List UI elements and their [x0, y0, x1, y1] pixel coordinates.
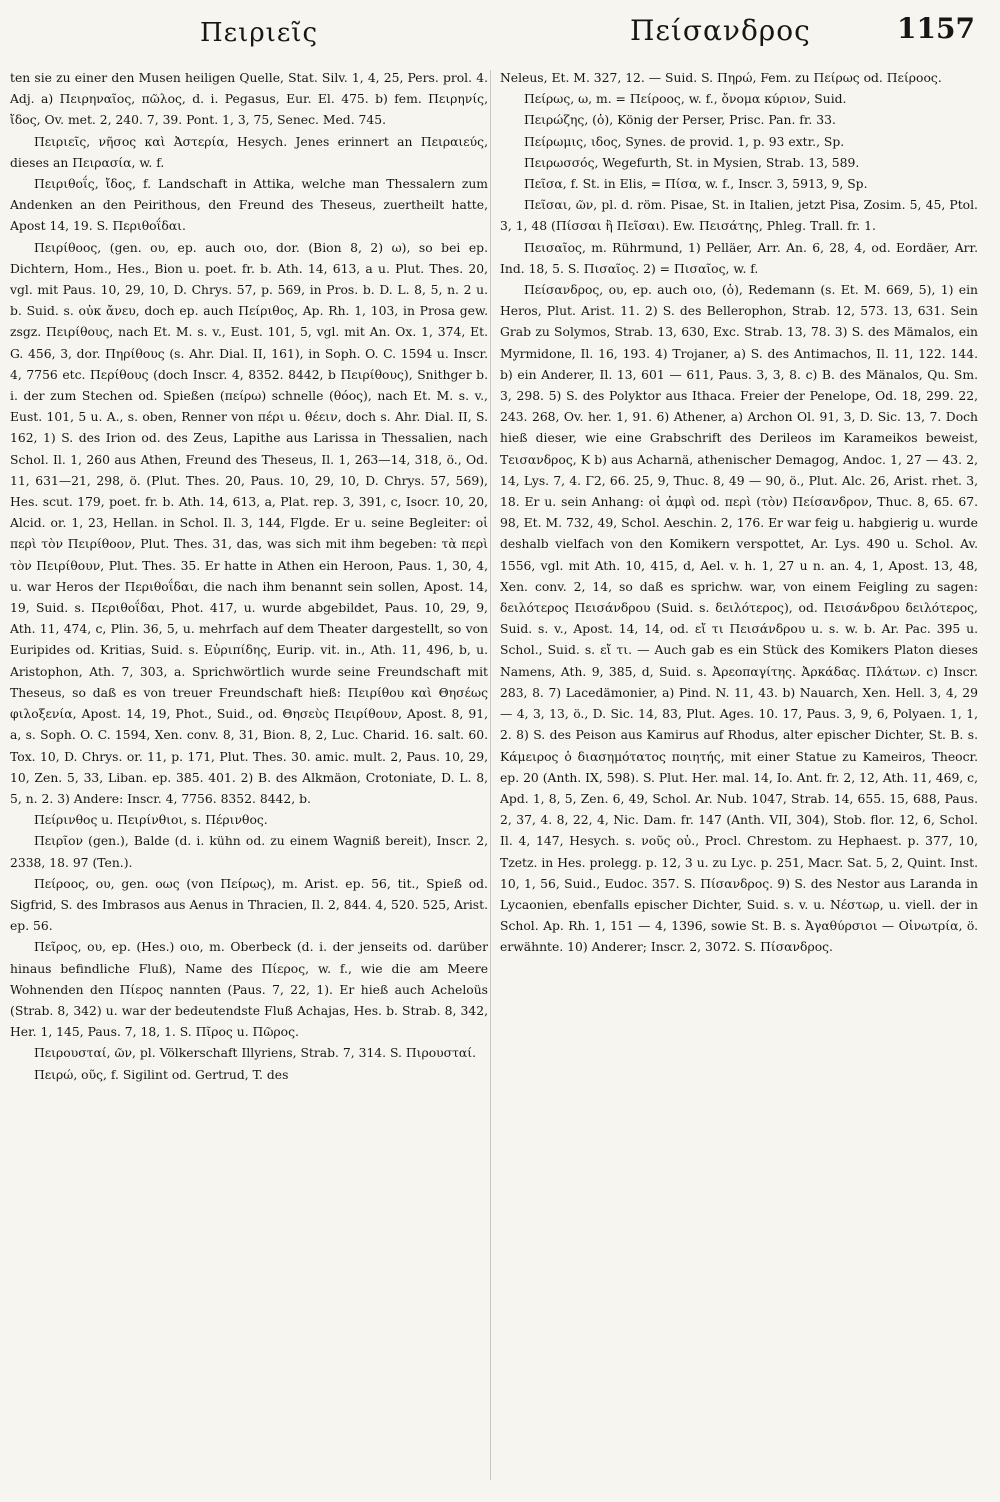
column-divider — [490, 70, 491, 1480]
dictionary-entry: Neleus, Et. M. 327, 12. — Suid. S. Πηρώ, Fem. zu Πείρως od. Πείροος. — [500, 71, 942, 85]
dictionary-entry: Πειρῖον (gen.), Balde (d. i. kühn od. zu einem Wagniß bereit), Inscr. 2, 2338, 18. 97 (Ten.). — [10, 834, 488, 870]
dictionary-entry: Πειριθοΐς, ἴδος, f. Landschaft in Attika, welche man Thessalern zum Andenken an den Peirithous, den Freund des Theseus, zuertheilt hatte, Apost 14, 19. S. Περιθοΐδαι. — [10, 177, 488, 234]
dictionary-entry: ten sie zu einer den Musen heiligen Quelle, Stat. Silv. 1, 4, 25, Pers. prol. 4. Adj. a) Πειρηναῖος, πῶλος, d. i. Pegasus, Eur. El. 475. b) fem. Πειρηνίς, ἴδος, Ov. met. 2, 240. 7, 39. Pont. 1, 3, 75, Senec. Med. 745. — [10, 71, 488, 128]
dictionary-entry: Πεισαῖος, m. Rührmund, 1) Pelläer, Arr. An. 6, 28, 4, od. Eordäer, Arr. Ind. 18, 5. S. Πισαῖος. 2) = Πισαῖος, w. f. — [500, 240, 978, 276]
dictionary-entry: Πεῖρος, ου, ep. (Hes.) οιο, m. Oberbeck (d. i. der jenseits od. darüber hinaus befindliche Fluß), Name des Πίερος, w. f., wie die am Meere Wohnenden den Πίερος nannten (Paus. 7, 22, 1). Er hieß auch Acheloüs (Strab. 8, 342) u. war der bedeutendste Fluß Achajas, Hes. b. Strab. 8, 342, Her. 1, 145, Paus. 7, 18, 1. S. Πῖρος u. Πῶρος. — [10, 940, 488, 1040]
guide-word-left: Πειριεῖς — [200, 18, 319, 48]
dictionary-entry: Πείροος, ου, gen. οως (von Πείρως), m. Arist. ep. 56, tit., Spieß od. Sigfrid, S. des Imbrasos aus Aenus in Thracien, Il. 2, 844. 4, 520. 525, Arist. ep. 56. — [10, 876, 488, 934]
dictionary-entry: Πειρίθοος, (gen. ου, ep. auch οιο, dor. (Bion 8, 2) ω), so bei ep. Dichtern, Hom., Hes., Bion u. poet. fr. b. Ath. 14, 613, a u. Plut. Thes. 20, vgl. mit Paus. 10, 29, 10, D. Chrys. 57, p. 569, in Pros. b. D. L. 8, 5, n. 2 u. b. Suid. s. οὐκ ἄνευ, doch ep. auch Πείριθος, Ap. Rh. 1, 103, in Prosa gew. zsgz. Πειρίθους, nach Et. M. s. v., Eust. 101, 5, vgl. mit An. Ox. 1, 374, Et. G. 456, 3, dor. Πηρίθους (s. Ahr. Dial. II, 161), in Soph. O. C. 1594 u. Inscr. 4, 7756 etc. Περίθους (doch Inscr. 4, 8352. 8442, b Πειρίθους), Snithger b. i. der zum Stechen od. Spießen (πείρω) schnelle (θόος), nach Et. M. s. v., Eust. 101, 5 u. A., s. oben, Renner von πέρι u. θέειν, doch s. Ahr. Dial. II, S. 162, 1) S. des Irion od. des Zeus, Lapithe aus Larissa in Thessalien, nach Schol. Il. 1, 260 aus Athen, Freund des Theseus, Il. 1, 263—14, 318, ö., Od. 11, 631—21, 298, ö. (Plut. Thes. 20, Paus. 10, 29, 10, D. Chrys. 57, 569), Hes. scut. 179, poet. fr. b. Ath. 14, 613, a, Plat. rep. 3, 391, c, Isocr. 10, 20, Alcid. or. 1, 23, Hellan. in Schol. Il. 3, 144, Flgde. Er u. seine Begleiter: οἱ περὶ τὸν Πειρίθοον, Plut. Thes. 31, das, was sich mit ihm begeben: τὰ περὶ τὸν Πειρίθουν, Plut. Thes. 35. Er hatte in Athen ein Heroon, Paus. 1, 30, 4, u. war Heros der Περιθοΐδαι, die nach ihm benannt sein sollen, Apost. 14, 19, Suid. s. Περιθοΐδαι, Phot. 417, u. wurde abgebildet, Paus. 10, 29, 9, Ath. 11, 474, c, Plin. 36, 5, u. mehrfach auf dem Theater dargestellt, so von Euripides od. Kritias, Suid. s. Εὐριπίδης, Eurip. vit. in., Ath. 11, 496, b, u. Aristophon, Ath. 7, 303, a. Sprichwörtlich wurde seine Freundschaft mit Theseus, so daß es von treuer Freundschaft hieß: Πειρίθου καὶ Θησέως φιλοξενία, Apost. 14, 19, Phot., Suid., od. Θησεὺς Πειρίθουν, Apost. 8, 91, a, s. Soph. O. C. 1594, Xen. conv. 8, 31, Bion. 8, 2, Luc. Charid. 16. salt. 60. Tox. 10, D. Chrys. or. 11, p. 171, Plut. Thes. 30. amic. mult. 2, Paus. 10, 29, 10, Zen. 5, 33, Liban. ep. 385. 401. 2) B. des Alkmäon, Crotoniate, D. L. 8, 5, n. 2. 3) Andere: Inscr. 4, 7756. 8352. 8442, b. — [10, 240, 488, 806]
left-column — [10, 68, 488, 1488]
dictionary-entry: Πειρώ, οῦς, f. Sigilint od. Gertrud, T. des — [34, 1067, 289, 1082]
dictionary-entry: Πειριεῖς, νῆσος καὶ Ἀστερία, Hesych. Jenes erinnert an Πειραιεύς, dieses an Πειρασία, w. f. — [10, 134, 488, 170]
right-column — [500, 68, 978, 1488]
guide-word-right: Πείσανδρος — [630, 14, 811, 47]
dictionary-entry: Πείρωμις, ιδος, Synes. de provid. 1, p. 93 extr., Sp. — [524, 134, 845, 149]
dictionary-entry: Πείσανδρος, ου, ep. auch οιο, (ὁ), Redemann (s. Et. M. 669, 5), 1) ein Heros, Plut. Arist. 11. 2) S. des Bellerophon, Strab. 12, 573. 13, 631. Sein Grab zu Solymos, Strab. 13, 630, Exc. Strab. 13, 78. 3) S. des Mämalos, ein Myrmidone, Il. 16, 193. 4) Trojaner, a) S. des Antimachos, Il. 11, 122. 144. b) ein Anderer, Il. 13, 601 — 611, Paus. 3, 3, 8. c) B. des Mänalos, Qu. Sm. 3, 298. 5) S. des Polyktor aus Ithaca. Freier der Penelope, Od. 18, 299. 22, 243. 268, Ov. her. 1, 91. 6) Athener, a) Archon Ol. 91, 3, D. Sic. 13, 7. Doch hieß dieser, wie eine Grabschrift des Derileos im Karameikos beweist, Τεισανδρος, K b) aus Acharnä, athenischer Demagog, Andoc. 1, 27 — 43. 2, 14, Lys. 7, 4. Γ2, 66. 25, 9, Thuc. 8, 49 — 90, ö., Plut. Alc. 26, Arist. rhet. 3, 18. Er u. sein Anhang: οἱ ἀμφὶ od. περὶ (τὸν) Πείσανδρον, Thuc. 8, 65. 67. 98, Et. M. 732, 49, Schol. Aeschin. 2, 176. Er war feig u. habgierig u. wurde deshalb vielfach von den Komikern verspottet, Ar. Lys. 490 u. Schol. Av. 1556, vgl. mit Ath. 10, 415, d, Ael. v. h. 1, 27 u n. an. 4, 1, Apost. 13, 48, Xen. conv. 2, 14, so daß es sprichw. war, von einem Feigling zu sagen: δειλότερος Πεισάνδρου (Suid. s. δειλότερος), od. Πεισάνδρου δειλότερος, Suid. s. v., Apost. 14, 14, od. εἴ τι Πεισάνδρου u. s. w. b. Ar. Pac. 395 u. Schol., Suid. s. εἴ τι. — Auch gab es ein Stück des Komikers Platon dieses Namens, Ath. 9, 385, d, Suid. s. Ἀρεοπαγίτης. Ἀρκάδας. Πλάτων. c) Inscr. 283, 8. 7) Lacedämonier, a) Pind. N. 11, 43. b) Nauarch, Xen. Hell. 3, 4, 29 — 4, 3, 13, ö., D. Sic. 14, 83, Plut. Ages. 10. 17, Paus. 3, 9, 6, Polyaen. 1, 1, 2. 8) S. des Peison aus Kamirus auf Rhodus, alter epischer Dichter, St. B. s. Κάμειρος ὁ διασημότατος ποιητής, mit einer Statue zu Kameiros, Theocr. ep. 20 (Anth. IX, 598). S. Plut. Her. mal. 14, Io. Ant. fr. 2, 12, Ath. 11, 469, c, Apd. 1, 8, 5, Zen. 6, 49, Schol. Ar. Nub. 1047, Strab. 14, 655. 15, 688, Paus. 2, 37, 4. 8, 22, 4, Nic. Dam. fr. 147 (Anth. VII, 304), Stob. flor. 12, 6, Schol. Il. 4, 147, Hesych. s. νοῦς οὐ., Procl. Chrestom. zu Hephaest. p. 377, 10, Tzetz. in Hes. prolegg. p. 12, 3 u. zu Lyc. p. 251, Macr. Sat. 5, 2, Quint. Inst. 10, 1, 56, Suid., Eudoc. 357. S. Πίσανδρος. 9) S. des Nestor aus Laranda in Lycaonien, ebenfalls epischer Dichter, Suid. s. v. u. Νέστωρ, u. viell. der in Schol. Ap. Rh. 1, 151 — 4, 1396, sowie St. B. s. Ἀγαθύρσιοι — Οἰνωτρία, ö. erwähnte. 10) Anderer; Inscr. 2, 3072. S. Πίσανδρος. — [500, 283, 978, 955]
dictionary-entry: Πειρωσσός, Wegefurth, St. in Mysien, Strab. 13, 589. — [524, 155, 860, 170]
dictionary-entry: Πείρως, ω, m. = Πείροος, w. f., ὄνομα κύριον, Suid. — [524, 92, 847, 107]
dictionary-entry: Πεῖσαι, ῶν, pl. d. röm. Pisae, St. in Italien, jetzt Pisa, Zosim. 5, 45, Ptol. 3, 1, 48 (Πίσσαι ἢ Πεῖσαι). Ew. Πεισάτης, Phleg. Trall. fr. 1. — [500, 198, 978, 234]
dictionary-entry: Πεῖσα, f. St. in Elis, = Πίσα, w. f., Inscr. 3, 5913, 9, Sp. — [524, 177, 868, 192]
dictionary-entry: Πειρουσταί, ῶν, pl. Völkerschaft Illyriens, Strab. 7, 314. S. Πιρουσταί. — [34, 1046, 477, 1061]
page-number: 1157 — [897, 12, 975, 45]
running-head — [0, 6, 1000, 58]
dictionary-entry: Πείρινθος u. Πειρίνθιοι, s. Πέρινθος. — [34, 813, 268, 828]
dictionary-entry: Πειρώζης, (ὁ), König der Perser, Prisc. Pan. fr. 33. — [524, 113, 836, 128]
